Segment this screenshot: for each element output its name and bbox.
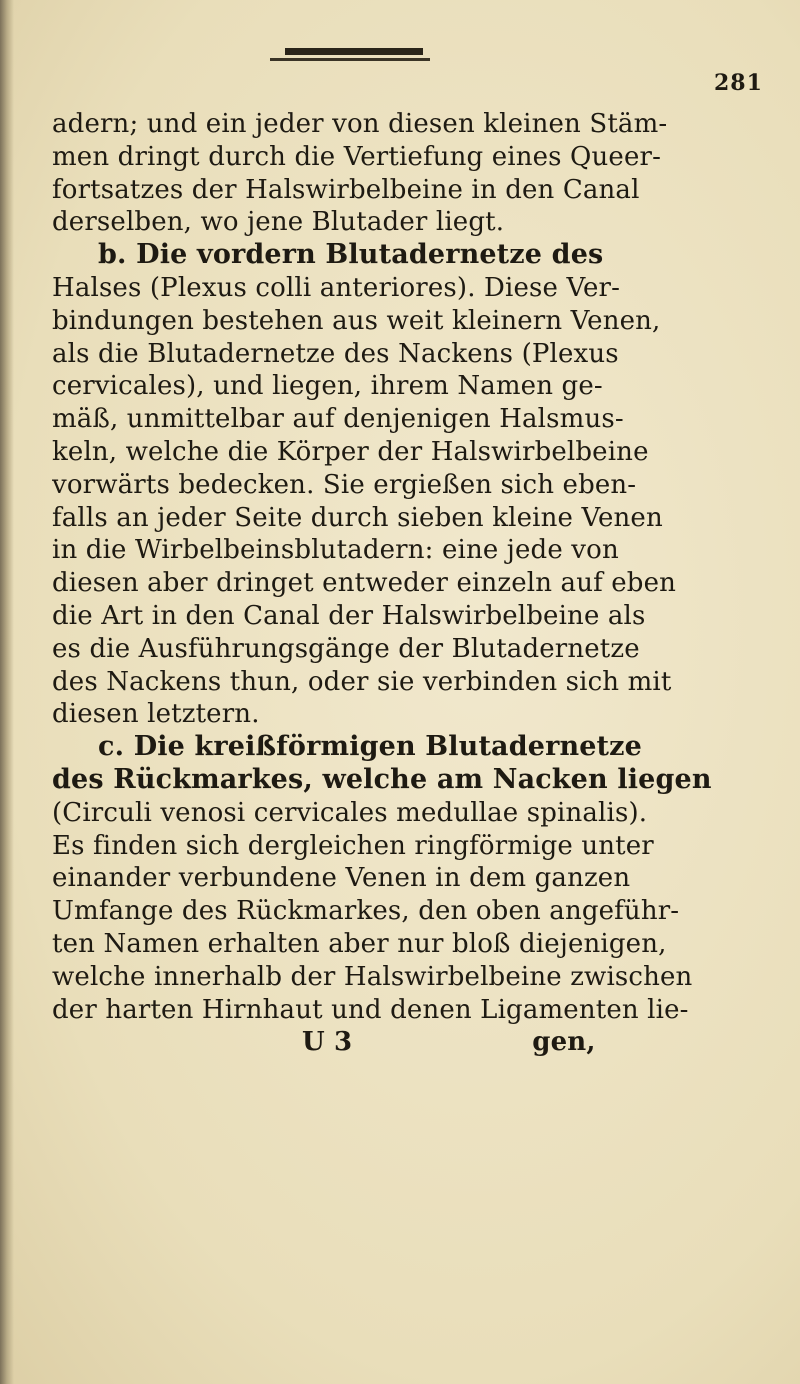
text-line: des Nackens thun, oder sie verbinden sich mit: [52, 666, 672, 697]
text-line: diesen letztern.: [52, 699, 260, 730]
text-line: Umfange des Rückmarkes, den oben angeführ-: [52, 896, 680, 927]
section-heading-c-cont: des Rückmarkes, welche am Nacken liegen: [52, 763, 712, 795]
text-line: es die Ausführungsgänge der Blutadernetze: [52, 633, 640, 664]
text-line: die Art in den Canal der Halswirbelbeine als: [52, 600, 646, 631]
text-line: ten Namen erhalten aber nur bloß diejenigen,: [52, 928, 667, 959]
text-line: mäß, unmittelbar auf denjenigen Halsmus-: [52, 404, 624, 435]
text-line: derselben, wo jene Blutader liegt.: [52, 207, 505, 238]
text-line: einander verbundene Venen in dem ganzen: [52, 863, 631, 894]
section-heading-c: c. Die kreißförmigen Blutadernetze: [98, 731, 642, 763]
text-line: in die Wirbelbeinsblutadern: eine jede von: [52, 535, 619, 566]
text-line: bindungen bestehen aus weit kleinern Venen,: [52, 305, 661, 336]
section-heading-b: b. Die vordern Blutadernetze des: [98, 239, 604, 271]
header-rule-thin: [270, 58, 430, 61]
text-line: (Circuli venosi cervicales medullae spinalis).: [52, 797, 648, 828]
text-line: diesen aber dringet entweder einzeln auf eben: [52, 568, 677, 599]
signature-line: [52, 1026, 772, 1059]
text-line: Halses (Plexus colli anteriores). Diese Ver-: [52, 272, 621, 303]
text-line: falls an jeder Seite durch sieben kleine Venen: [52, 502, 663, 533]
catchword: gen,: [532, 1027, 596, 1058]
header-rule: [285, 48, 423, 55]
page-number: 281: [714, 70, 763, 96]
text-line: welche innerhalb der Halswirbelbeine zwischen: [52, 961, 693, 992]
text-line: als die Blutadernetze des Nackens (Plexus: [52, 338, 619, 369]
text-line: men dringt durch die Vertiefung eines Queer-: [52, 141, 662, 172]
text-line: Es finden sich dergleichen ringförmige unter: [52, 830, 654, 861]
text-line: keln, welche die Körper der Halswirbelbeine: [52, 436, 649, 467]
signature-mark: U 3: [302, 1027, 353, 1058]
text-line: cervicales), und liegen, ihrem Namen ge-: [52, 371, 603, 402]
text-line: adern; und ein jeder von diesen kleinen Stäm-: [52, 109, 668, 139]
text-line: der harten Hirnhaut und denen Ligamenten lie-: [52, 994, 689, 1025]
text-line: fortsatzes der Halswirbelbeine in den Canal: [52, 174, 640, 205]
page-gutter-shadow: [0, 0, 14, 1384]
text-line: vorwärts bedecken. Sie ergießen sich eben-: [52, 469, 637, 500]
body-text: [52, 108, 772, 1059]
